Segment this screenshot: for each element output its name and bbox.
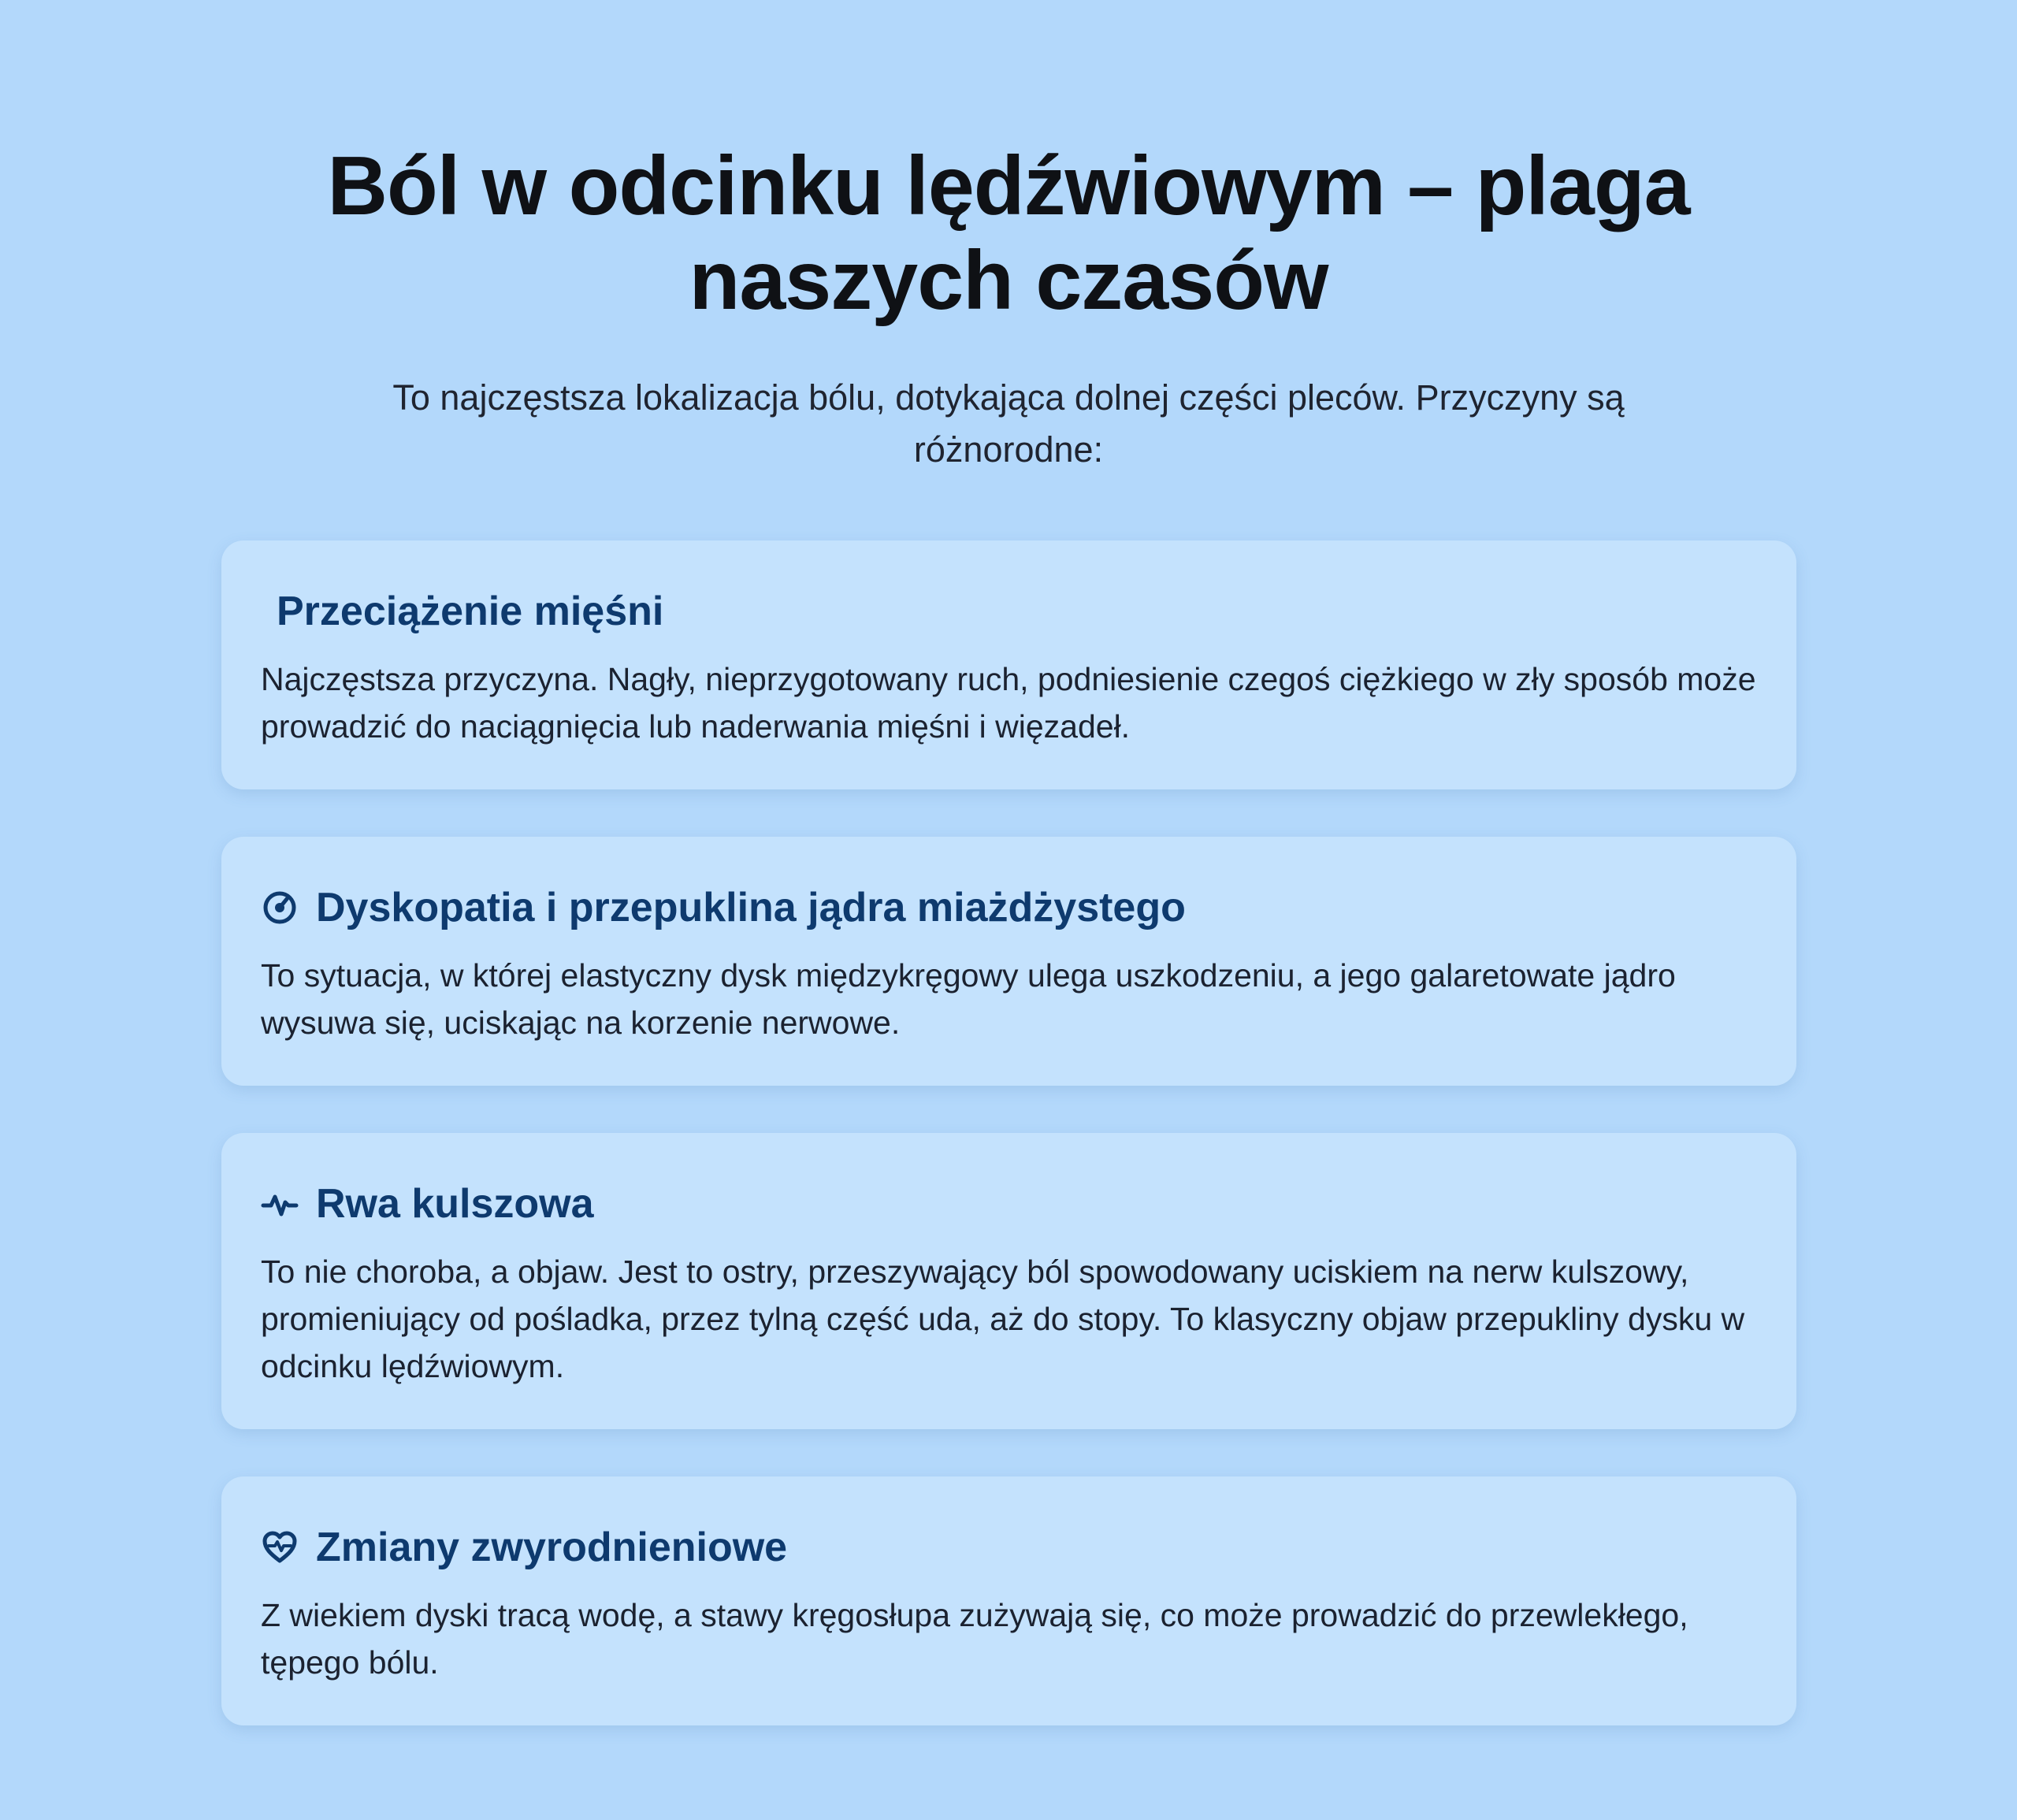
pulse-icon <box>261 1185 299 1223</box>
card-header <box>261 1172 594 1235</box>
card-header <box>261 876 1186 939</box>
card-description: To sytuacja, w której elastyczny dysk międzykręgowy ulega uszkodzeniu, a jego galaretowate jądro wysuwa się, uciskając na korzenie nerwowe. <box>261 957 1676 1041</box>
card-title: Rwa kulszowa <box>316 1181 594 1227</box>
card-title: Przeciążenie mięśni <box>277 589 664 634</box>
heart-pulse-icon <box>261 1528 299 1566</box>
cause-card-muscle-overload <box>221 540 1796 789</box>
cause-card-degenerative-changes <box>221 1476 1796 1725</box>
gauge-icon <box>261 889 299 927</box>
page-title: Ból w odcinku lędźwiowym – plaga naszych czasów <box>327 139 1690 327</box>
cause-card-sciatica <box>221 1133 1796 1429</box>
card-description: Najczęstsza przyczyna. Nagły, nieprzygotowany ruch, podniesienie czegoś ciężkiego w zły sposób może prowadzić do naciągnięcia lub naderwania mięśni i więzadeł. <box>261 661 1756 745</box>
cause-card-discopathy <box>221 837 1796 1086</box>
card-title: Dyskopatia i przepuklina jądra miażdżystego <box>316 885 1186 930</box>
card-header <box>261 580 663 643</box>
card-description: To nie choroba, a objaw. Jest to ostry, przeszywający ból spowodowany uciskiem na nerw kulszowy, promieniujący od pośladka, przez tylną część uda, aż do stopy. To klasyczny objaw przepukliny dysku w odcinku lędźwiowym. <box>261 1254 1745 1384</box>
card-title: Zmiany zwyrodnieniowe <box>316 1525 788 1570</box>
page-subtitle: To najczęstsza lokalizacja bólu, dotykająca dolnej części pleców. Przyczyny są różnorodne: <box>392 377 1625 470</box>
card-header <box>261 1516 787 1579</box>
card-description: Z wiekiem dyski tracą wodę, a stawy kręgosłupa zużywają się, co może prowadzić do przewlekłego, tępego bólu. <box>261 1597 1688 1681</box>
empty-icon-slot <box>261 592 277 630</box>
